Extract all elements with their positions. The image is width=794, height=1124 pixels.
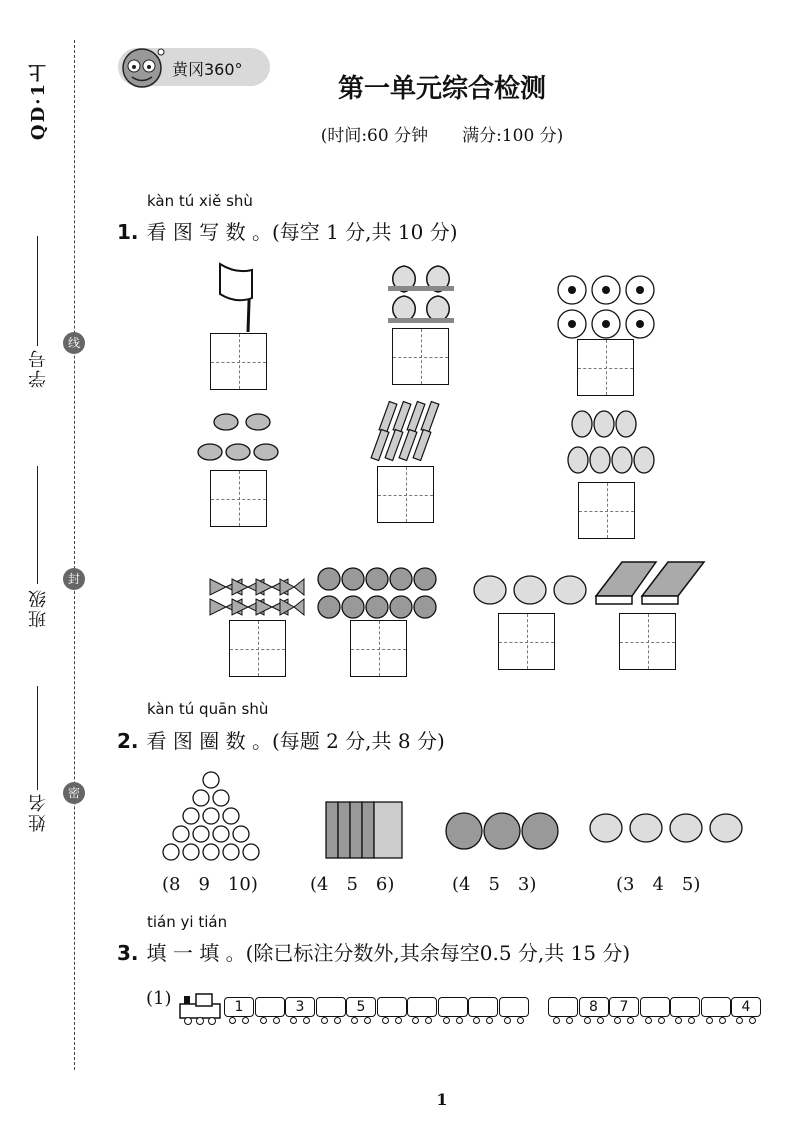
- wheel-icon: [719, 1017, 726, 1024]
- train_b-car-5[interactable]: [701, 997, 731, 1017]
- train_a-car-7[interactable]: [438, 997, 468, 1017]
- cut-mark-secret: 密: [63, 782, 85, 804]
- wheel-icon: [242, 1017, 249, 1024]
- train_a-car-0: 1: [224, 997, 254, 1017]
- wheel-icon: [382, 1017, 389, 1024]
- train_a-car-3[interactable]: [316, 997, 346, 1017]
- locomotive-icon: [178, 990, 224, 1026]
- wheel-icon: [627, 1017, 634, 1024]
- wheel-icon: [260, 1017, 267, 1024]
- peach-icon: [386, 262, 458, 328]
- wheel-icon: [290, 1017, 297, 1024]
- answer-box-book[interactable]: [619, 613, 676, 670]
- butterfly-icon: [206, 575, 306, 619]
- answer-box-peach[interactable]: [392, 328, 449, 385]
- train_a-car-4: 5: [346, 997, 376, 1017]
- class-label: 班级: [28, 588, 49, 628]
- wheel-icon: [273, 1017, 280, 1024]
- q2-pinyin: kàn tú quān shù: [147, 700, 269, 718]
- train_a-car-6[interactable]: [407, 997, 437, 1017]
- train_b-car-4[interactable]: [670, 997, 700, 1017]
- answer-box-leaf[interactable]: [210, 470, 267, 527]
- leaf-icon: [196, 410, 282, 468]
- wheel-icon: [486, 1017, 493, 1024]
- wheel-icon: [675, 1017, 682, 1024]
- cut-line: [74, 40, 75, 1070]
- student-no-line: [37, 236, 38, 346]
- q2-options-chicks[interactable]: (3 4 5): [616, 874, 701, 895]
- flag-icon: [212, 262, 272, 334]
- binding-code: QD·1上: [28, 62, 49, 141]
- train_b-car-0[interactable]: [548, 997, 578, 1017]
- answer-box-flower[interactable]: [577, 339, 634, 396]
- wheel-icon: [658, 1017, 665, 1024]
- wheel-icon: [517, 1017, 524, 1024]
- ball-group-icon: [444, 810, 562, 852]
- train_b-car-6: 4: [731, 997, 761, 1017]
- q3-title: 3. 填 一 填 。(除已标注分数外,其余每空0.5 分,共 15 分): [117, 941, 631, 965]
- wheel-icon: [425, 1017, 432, 1024]
- name-line: [37, 686, 38, 790]
- wheel-icon: [504, 1017, 511, 1024]
- wheel-icon: [456, 1017, 463, 1024]
- flower-icon: [556, 274, 656, 340]
- wheel-icon: [412, 1017, 419, 1024]
- wheel-icon: [736, 1017, 743, 1024]
- wheel-icon: [553, 1017, 560, 1024]
- answer-box-chick-group[interactable]: [578, 482, 635, 539]
- wheel-icon: [351, 1017, 358, 1024]
- wheel-icon: [706, 1017, 713, 1024]
- answer-box-butterfly[interactable]: [229, 620, 286, 677]
- student-no-label: 学号: [28, 348, 49, 388]
- train_b-car-1: 8: [579, 997, 609, 1017]
- q2-options-books[interactable]: (4 5 6): [310, 874, 395, 895]
- answer-box-flag[interactable]: [210, 333, 267, 390]
- books-stack-icon: [324, 796, 406, 860]
- chick-group-icon: [566, 406, 660, 480]
- q1-pinyin: kàn tú xiě shù: [147, 192, 253, 210]
- q2-options-balls[interactable]: (4 5 3): [452, 874, 537, 895]
- page-number: 1: [436, 1090, 448, 1109]
- wheel-icon: [645, 1017, 652, 1024]
- wheel-icon: [229, 1017, 236, 1024]
- wheel-icon: [749, 1017, 756, 1024]
- chick-icon: [470, 566, 590, 612]
- train_a-car-2: 3: [285, 997, 315, 1017]
- name-label: 姓名: [28, 792, 49, 832]
- pencil-icon: [370, 400, 444, 464]
- wheel-icon: [614, 1017, 621, 1024]
- wheel-icon: [364, 1017, 371, 1024]
- apple-icon: [160, 770, 262, 864]
- book-icon: [592, 556, 712, 610]
- wheel-icon: [566, 1017, 573, 1024]
- q3-part-label: (1): [146, 988, 172, 1009]
- answer-box-pencil[interactable]: [377, 466, 434, 523]
- class-line: [37, 466, 38, 584]
- train_a-car-8[interactable]: [468, 997, 498, 1017]
- answer-box-ball[interactable]: [350, 620, 407, 677]
- wheel-icon: [597, 1017, 604, 1024]
- cut-mark-seal: 封: [63, 568, 85, 590]
- q2-options-apples[interactable]: (8 9 10): [162, 874, 258, 895]
- wheel-icon: [584, 1017, 591, 1024]
- train_b-car-3[interactable]: [640, 997, 670, 1017]
- wheel-icon: [334, 1017, 341, 1024]
- page-title: 第一单元综合检测: [337, 74, 546, 104]
- cut-mark-line: 线: [63, 332, 85, 354]
- page-subtitle: (时间:60 分钟 满分:100 分): [320, 126, 564, 146]
- wheel-icon: [303, 1017, 310, 1024]
- train_a-car-5[interactable]: [377, 997, 407, 1017]
- wheel-icon: [473, 1017, 480, 1024]
- train_b-car-2: 7: [609, 997, 639, 1017]
- train_a-car-9[interactable]: [499, 997, 529, 1017]
- train_a-car-1[interactable]: [255, 997, 285, 1017]
- wheel-icon: [321, 1017, 328, 1024]
- q1-title: 1. 看 图 写 数 。(每空 1 分,共 10 分): [117, 220, 458, 244]
- chick-row-icon: [588, 806, 744, 850]
- q2-title: 2. 看 图 圈 数 。(每题 2 分,共 8 分): [117, 729, 445, 753]
- answer-box-chick[interactable]: [498, 613, 555, 670]
- wheel-icon: [443, 1017, 450, 1024]
- wheel-icon: [688, 1017, 695, 1024]
- wheel-icon: [395, 1017, 402, 1024]
- brand-label: 黄冈360°: [172, 60, 243, 79]
- q3-pinyin: tián yi tián: [147, 913, 228, 931]
- ball-icon: [316, 566, 440, 622]
